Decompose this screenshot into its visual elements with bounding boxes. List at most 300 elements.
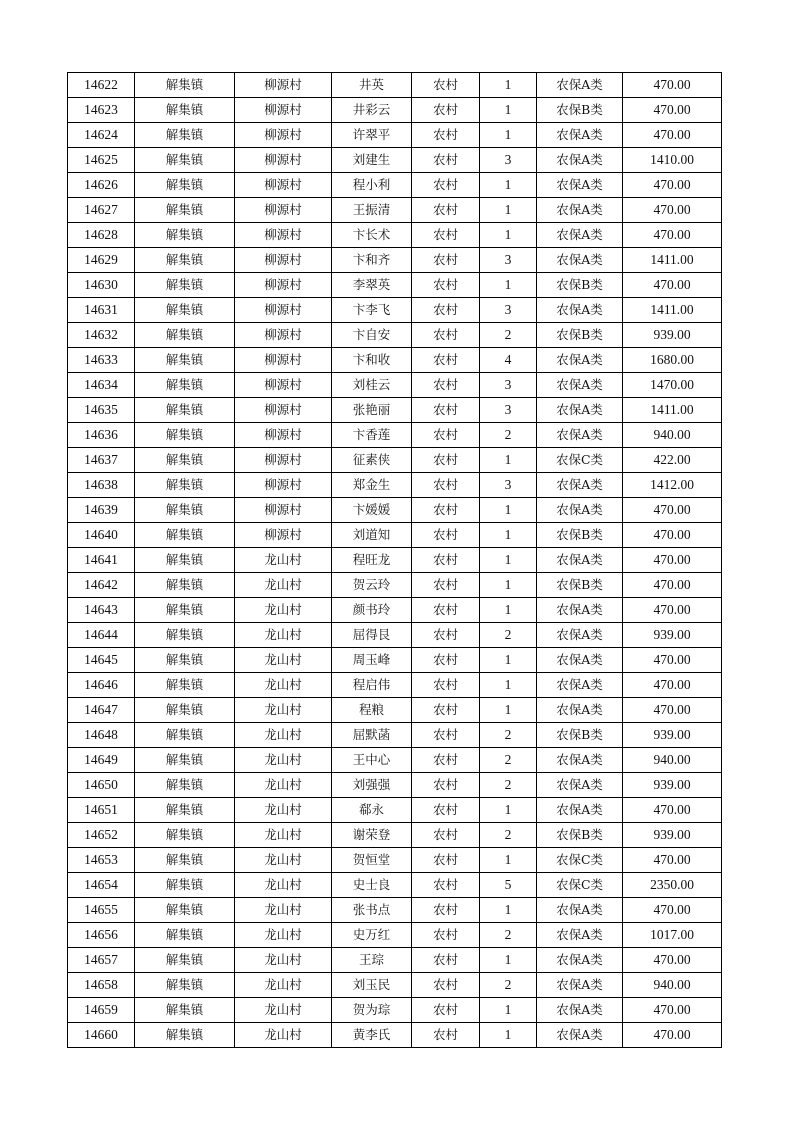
table-body bbox=[68, 73, 722, 1048]
name-cell: 征素侠 bbox=[332, 448, 412, 473]
name-cell: 郗永 bbox=[332, 798, 412, 823]
count-cell: 2 bbox=[480, 748, 537, 773]
name-cell: 周玉峰 bbox=[332, 648, 412, 673]
insurance-class-cell: 农保A类 bbox=[537, 773, 623, 798]
id-cell: 14647 bbox=[68, 698, 135, 723]
id-cell: 14651 bbox=[68, 798, 135, 823]
area-type-cell: 农村 bbox=[412, 73, 480, 98]
name-cell: 卞和收 bbox=[332, 348, 412, 373]
table-row bbox=[68, 873, 722, 898]
town-cell: 解集镇 bbox=[135, 473, 235, 498]
area-type-cell: 农村 bbox=[412, 523, 480, 548]
town-cell: 解集镇 bbox=[135, 273, 235, 298]
count-cell: 2 bbox=[480, 773, 537, 798]
id-cell: 14655 bbox=[68, 898, 135, 923]
town-cell: 解集镇 bbox=[135, 73, 235, 98]
name-cell: 张书点 bbox=[332, 898, 412, 923]
count-cell: 1 bbox=[480, 498, 537, 523]
insurance-class-cell: 农保A类 bbox=[537, 373, 623, 398]
name-cell: 卞香莲 bbox=[332, 423, 412, 448]
area-type-cell: 农村 bbox=[412, 1023, 480, 1048]
area-type-cell: 农村 bbox=[412, 148, 480, 173]
amount-cell: 470.00 bbox=[623, 798, 722, 823]
area-type-cell: 农村 bbox=[412, 273, 480, 298]
name-cell: 程旺龙 bbox=[332, 548, 412, 573]
table-row bbox=[68, 573, 722, 598]
amount-cell: 470.00 bbox=[623, 948, 722, 973]
amount-cell: 470.00 bbox=[623, 1023, 722, 1048]
name-cell: 刘道知 bbox=[332, 523, 412, 548]
table-row bbox=[68, 823, 722, 848]
id-cell: 14634 bbox=[68, 373, 135, 398]
count-cell: 1 bbox=[480, 548, 537, 573]
town-cell: 解集镇 bbox=[135, 1023, 235, 1048]
id-cell: 14629 bbox=[68, 248, 135, 273]
name-cell: 颜书玲 bbox=[332, 598, 412, 623]
id-cell: 14650 bbox=[68, 773, 135, 798]
amount-cell: 1411.00 bbox=[623, 248, 722, 273]
id-cell: 14624 bbox=[68, 123, 135, 148]
amount-cell: 470.00 bbox=[623, 98, 722, 123]
name-cell: 贺为琮 bbox=[332, 998, 412, 1023]
table-row bbox=[68, 198, 722, 223]
name-cell: 张艳丽 bbox=[332, 398, 412, 423]
village-cell: 龙山村 bbox=[235, 548, 332, 573]
insurance-class-cell: 农保A类 bbox=[537, 398, 623, 423]
insurance-class-cell: 农保B类 bbox=[537, 98, 623, 123]
amount-cell: 470.00 bbox=[623, 273, 722, 298]
id-cell: 14642 bbox=[68, 573, 135, 598]
name-cell: 井彩云 bbox=[332, 98, 412, 123]
area-type-cell: 农村 bbox=[412, 673, 480, 698]
id-cell: 14625 bbox=[68, 148, 135, 173]
table-row bbox=[68, 373, 722, 398]
town-cell: 解集镇 bbox=[135, 848, 235, 873]
insurance-class-cell: 农保A类 bbox=[537, 923, 623, 948]
town-cell: 解集镇 bbox=[135, 323, 235, 348]
insurance-class-cell: 农保A类 bbox=[537, 973, 623, 998]
amount-cell: 422.00 bbox=[623, 448, 722, 473]
town-cell: 解集镇 bbox=[135, 523, 235, 548]
area-type-cell: 农村 bbox=[412, 748, 480, 773]
table-row bbox=[68, 898, 722, 923]
id-cell: 14649 bbox=[68, 748, 135, 773]
insurance-class-cell: 农保A类 bbox=[537, 298, 623, 323]
table-row bbox=[68, 673, 722, 698]
amount-cell: 470.00 bbox=[623, 598, 722, 623]
insurance-class-cell: 农保A类 bbox=[537, 598, 623, 623]
name-cell: 史万红 bbox=[332, 923, 412, 948]
id-cell: 14635 bbox=[68, 398, 135, 423]
town-cell: 解集镇 bbox=[135, 548, 235, 573]
town-cell: 解集镇 bbox=[135, 423, 235, 448]
village-cell: 柳源村 bbox=[235, 123, 332, 148]
area-type-cell: 农村 bbox=[412, 648, 480, 673]
count-cell: 1 bbox=[480, 998, 537, 1023]
village-cell: 龙山村 bbox=[235, 1023, 332, 1048]
id-cell: 14628 bbox=[68, 223, 135, 248]
village-cell: 龙山村 bbox=[235, 848, 332, 873]
village-cell: 柳源村 bbox=[235, 148, 332, 173]
count-cell: 1 bbox=[480, 948, 537, 973]
table-row bbox=[68, 923, 722, 948]
area-type-cell: 农村 bbox=[412, 848, 480, 873]
amount-cell: 470.00 bbox=[623, 998, 722, 1023]
table-row bbox=[68, 648, 722, 673]
id-cell: 14636 bbox=[68, 423, 135, 448]
village-cell: 柳源村 bbox=[235, 248, 332, 273]
insurance-class-cell: 农保A类 bbox=[537, 423, 623, 448]
town-cell: 解集镇 bbox=[135, 173, 235, 198]
area-type-cell: 农村 bbox=[412, 773, 480, 798]
insurance-class-cell: 农保A类 bbox=[537, 148, 623, 173]
village-cell: 柳源村 bbox=[235, 423, 332, 448]
name-cell: 刘桂云 bbox=[332, 373, 412, 398]
area-type-cell: 农村 bbox=[412, 173, 480, 198]
village-cell: 柳源村 bbox=[235, 448, 332, 473]
village-cell: 柳源村 bbox=[235, 73, 332, 98]
name-cell: 刘建生 bbox=[332, 148, 412, 173]
town-cell: 解集镇 bbox=[135, 823, 235, 848]
table-row bbox=[68, 398, 722, 423]
table-row bbox=[68, 498, 722, 523]
area-type-cell: 农村 bbox=[412, 598, 480, 623]
amount-cell: 940.00 bbox=[623, 973, 722, 998]
insurance-class-cell: 农保B类 bbox=[537, 723, 623, 748]
village-cell: 柳源村 bbox=[235, 373, 332, 398]
amount-cell: 1680.00 bbox=[623, 348, 722, 373]
area-type-cell: 农村 bbox=[412, 248, 480, 273]
area-type-cell: 农村 bbox=[412, 223, 480, 248]
table-row bbox=[68, 998, 722, 1023]
insurance-class-cell: 农保B类 bbox=[537, 323, 623, 348]
count-cell: 1 bbox=[480, 173, 537, 198]
insurance-class-cell: 农保A类 bbox=[537, 998, 623, 1023]
name-cell: 屈默菡 bbox=[332, 723, 412, 748]
insurance-class-cell: 农保A类 bbox=[537, 348, 623, 373]
amount-cell: 1017.00 bbox=[623, 923, 722, 948]
town-cell: 解集镇 bbox=[135, 373, 235, 398]
table-row bbox=[68, 73, 722, 98]
count-cell: 1 bbox=[480, 673, 537, 698]
town-cell: 解集镇 bbox=[135, 298, 235, 323]
area-type-cell: 农村 bbox=[412, 373, 480, 398]
name-cell: 黄李氏 bbox=[332, 1023, 412, 1048]
count-cell: 2 bbox=[480, 823, 537, 848]
name-cell: 程小利 bbox=[332, 173, 412, 198]
amount-cell: 1410.00 bbox=[623, 148, 722, 173]
table-row bbox=[68, 348, 722, 373]
amount-cell: 470.00 bbox=[623, 848, 722, 873]
id-cell: 14656 bbox=[68, 923, 135, 948]
amount-cell: 1412.00 bbox=[623, 473, 722, 498]
town-cell: 解集镇 bbox=[135, 198, 235, 223]
village-cell: 柳源村 bbox=[235, 498, 332, 523]
area-type-cell: 农村 bbox=[412, 348, 480, 373]
id-cell: 14637 bbox=[68, 448, 135, 473]
amount-cell: 2350.00 bbox=[623, 873, 722, 898]
village-cell: 龙山村 bbox=[235, 948, 332, 973]
insurance-class-cell: 农保A类 bbox=[537, 698, 623, 723]
id-cell: 14640 bbox=[68, 523, 135, 548]
area-type-cell: 农村 bbox=[412, 398, 480, 423]
count-cell: 1 bbox=[480, 698, 537, 723]
town-cell: 解集镇 bbox=[135, 573, 235, 598]
amount-cell: 939.00 bbox=[623, 723, 722, 748]
name-cell: 井英 bbox=[332, 73, 412, 98]
table-row bbox=[68, 948, 722, 973]
village-cell: 柳源村 bbox=[235, 273, 332, 298]
area-type-cell: 农村 bbox=[412, 948, 480, 973]
area-type-cell: 农村 bbox=[412, 498, 480, 523]
name-cell: 许翠平 bbox=[332, 123, 412, 148]
id-cell: 14659 bbox=[68, 998, 135, 1023]
name-cell: 程粮 bbox=[332, 698, 412, 723]
table-row bbox=[68, 223, 722, 248]
insurance-class-cell: 农保A类 bbox=[537, 798, 623, 823]
table-row bbox=[68, 523, 722, 548]
count-cell: 1 bbox=[480, 598, 537, 623]
amount-cell: 939.00 bbox=[623, 823, 722, 848]
insurance-class-cell: 农保C类 bbox=[537, 448, 623, 473]
town-cell: 解集镇 bbox=[135, 923, 235, 948]
name-cell: 李翠英 bbox=[332, 273, 412, 298]
count-cell: 3 bbox=[480, 473, 537, 498]
table-row bbox=[68, 173, 722, 198]
name-cell: 刘强强 bbox=[332, 773, 412, 798]
amount-cell: 470.00 bbox=[623, 548, 722, 573]
insurance-class-cell: 农保A类 bbox=[537, 223, 623, 248]
table-row bbox=[68, 448, 722, 473]
insurance-class-cell: 农保A类 bbox=[537, 473, 623, 498]
name-cell: 谢荣登 bbox=[332, 823, 412, 848]
table-row bbox=[68, 423, 722, 448]
amount-cell: 470.00 bbox=[623, 173, 722, 198]
table-row bbox=[68, 748, 722, 773]
insurance-class-cell: 农保A类 bbox=[537, 648, 623, 673]
name-cell: 刘玉民 bbox=[332, 973, 412, 998]
id-cell: 14658 bbox=[68, 973, 135, 998]
village-cell: 龙山村 bbox=[235, 823, 332, 848]
village-cell: 龙山村 bbox=[235, 648, 332, 673]
id-cell: 14648 bbox=[68, 723, 135, 748]
town-cell: 解集镇 bbox=[135, 673, 235, 698]
village-cell: 龙山村 bbox=[235, 748, 332, 773]
area-type-cell: 农村 bbox=[412, 448, 480, 473]
name-cell: 卞李飞 bbox=[332, 298, 412, 323]
village-cell: 柳源村 bbox=[235, 323, 332, 348]
id-cell: 14641 bbox=[68, 548, 135, 573]
count-cell: 1 bbox=[480, 1023, 537, 1048]
town-cell: 解集镇 bbox=[135, 248, 235, 273]
count-cell: 4 bbox=[480, 348, 537, 373]
insurance-class-cell: 农保C类 bbox=[537, 873, 623, 898]
village-cell: 龙山村 bbox=[235, 673, 332, 698]
town-cell: 解集镇 bbox=[135, 498, 235, 523]
table-row bbox=[68, 773, 722, 798]
area-type-cell: 农村 bbox=[412, 873, 480, 898]
table-row bbox=[68, 1023, 722, 1048]
town-cell: 解集镇 bbox=[135, 398, 235, 423]
name-cell: 贺恒堂 bbox=[332, 848, 412, 873]
count-cell: 1 bbox=[480, 73, 537, 98]
amount-cell: 470.00 bbox=[623, 898, 722, 923]
name-cell: 王振清 bbox=[332, 198, 412, 223]
table-row bbox=[68, 848, 722, 873]
area-type-cell: 农村 bbox=[412, 323, 480, 348]
count-cell: 1 bbox=[480, 123, 537, 148]
table-row bbox=[68, 323, 722, 348]
town-cell: 解集镇 bbox=[135, 98, 235, 123]
town-cell: 解集镇 bbox=[135, 648, 235, 673]
table-row bbox=[68, 548, 722, 573]
count-cell: 1 bbox=[480, 848, 537, 873]
count-cell: 2 bbox=[480, 923, 537, 948]
village-cell: 柳源村 bbox=[235, 298, 332, 323]
amount-cell: 470.00 bbox=[623, 73, 722, 98]
count-cell: 2 bbox=[480, 323, 537, 348]
count-cell: 2 bbox=[480, 623, 537, 648]
amount-cell: 470.00 bbox=[623, 573, 722, 598]
amount-cell: 470.00 bbox=[623, 523, 722, 548]
town-cell: 解集镇 bbox=[135, 973, 235, 998]
village-cell: 龙山村 bbox=[235, 723, 332, 748]
id-cell: 14622 bbox=[68, 73, 135, 98]
village-cell: 柳源村 bbox=[235, 223, 332, 248]
amount-cell: 939.00 bbox=[623, 773, 722, 798]
amount-cell: 939.00 bbox=[623, 623, 722, 648]
count-cell: 1 bbox=[480, 898, 537, 923]
insurance-class-cell: 农保A类 bbox=[537, 1023, 623, 1048]
insurance-class-cell: 农保B类 bbox=[537, 823, 623, 848]
area-type-cell: 农村 bbox=[412, 123, 480, 148]
insurance-class-cell: 农保B类 bbox=[537, 523, 623, 548]
area-type-cell: 农村 bbox=[412, 548, 480, 573]
table-row bbox=[68, 598, 722, 623]
amount-cell: 939.00 bbox=[623, 323, 722, 348]
town-cell: 解集镇 bbox=[135, 698, 235, 723]
insurance-class-cell: 农保A类 bbox=[537, 548, 623, 573]
name-cell: 贺云玲 bbox=[332, 573, 412, 598]
name-cell: 程启伟 bbox=[332, 673, 412, 698]
table-row bbox=[68, 623, 722, 648]
insurance-class-cell: 农保A类 bbox=[537, 123, 623, 148]
count-cell: 1 bbox=[480, 198, 537, 223]
village-cell: 龙山村 bbox=[235, 773, 332, 798]
area-type-cell: 农村 bbox=[412, 973, 480, 998]
id-cell: 14654 bbox=[68, 873, 135, 898]
village-cell: 龙山村 bbox=[235, 698, 332, 723]
area-type-cell: 农村 bbox=[412, 198, 480, 223]
name-cell: 卞和齐 bbox=[332, 248, 412, 273]
count-cell: 5 bbox=[480, 873, 537, 898]
insurance-class-cell: 农保A类 bbox=[537, 248, 623, 273]
name-cell: 卞自安 bbox=[332, 323, 412, 348]
table-row bbox=[68, 473, 722, 498]
id-cell: 14645 bbox=[68, 648, 135, 673]
id-cell: 14657 bbox=[68, 948, 135, 973]
count-cell: 3 bbox=[480, 248, 537, 273]
village-cell: 龙山村 bbox=[235, 923, 332, 948]
village-cell: 柳源村 bbox=[235, 398, 332, 423]
town-cell: 解集镇 bbox=[135, 898, 235, 923]
id-cell: 14652 bbox=[68, 823, 135, 848]
name-cell: 史士良 bbox=[332, 873, 412, 898]
amount-cell: 1411.00 bbox=[623, 298, 722, 323]
amount-cell: 1411.00 bbox=[623, 398, 722, 423]
town-cell: 解集镇 bbox=[135, 448, 235, 473]
name-cell: 王中心 bbox=[332, 748, 412, 773]
table-row bbox=[68, 98, 722, 123]
amount-cell: 470.00 bbox=[623, 698, 722, 723]
table-row bbox=[68, 298, 722, 323]
name-cell: 屈得艮 bbox=[332, 623, 412, 648]
id-cell: 14646 bbox=[68, 673, 135, 698]
village-cell: 龙山村 bbox=[235, 598, 332, 623]
area-type-cell: 农村 bbox=[412, 698, 480, 723]
area-type-cell: 农村 bbox=[412, 98, 480, 123]
village-cell: 龙山村 bbox=[235, 873, 332, 898]
village-cell: 柳源村 bbox=[235, 173, 332, 198]
amount-cell: 470.00 bbox=[623, 223, 722, 248]
area-type-cell: 农村 bbox=[412, 423, 480, 448]
table-row bbox=[68, 148, 722, 173]
amount-cell: 470.00 bbox=[623, 498, 722, 523]
records-table bbox=[67, 72, 722, 1048]
town-cell: 解集镇 bbox=[135, 948, 235, 973]
area-type-cell: 农村 bbox=[412, 823, 480, 848]
village-cell: 柳源村 bbox=[235, 98, 332, 123]
amount-cell: 940.00 bbox=[623, 423, 722, 448]
area-type-cell: 农村 bbox=[412, 723, 480, 748]
count-cell: 3 bbox=[480, 148, 537, 173]
table-row bbox=[68, 798, 722, 823]
area-type-cell: 农村 bbox=[412, 298, 480, 323]
town-cell: 解集镇 bbox=[135, 623, 235, 648]
village-cell: 柳源村 bbox=[235, 473, 332, 498]
area-type-cell: 农村 bbox=[412, 573, 480, 598]
village-cell: 柳源村 bbox=[235, 348, 332, 373]
table-row bbox=[68, 973, 722, 998]
insurance-class-cell: 农保A类 bbox=[537, 73, 623, 98]
id-cell: 14627 bbox=[68, 198, 135, 223]
id-cell: 14626 bbox=[68, 173, 135, 198]
insurance-class-cell: 农保A类 bbox=[537, 623, 623, 648]
town-cell: 解集镇 bbox=[135, 348, 235, 373]
id-cell: 14638 bbox=[68, 473, 135, 498]
table-row bbox=[68, 273, 722, 298]
village-cell: 柳源村 bbox=[235, 198, 332, 223]
village-cell: 柳源村 bbox=[235, 523, 332, 548]
insurance-class-cell: 农保A类 bbox=[537, 748, 623, 773]
amount-cell: 470.00 bbox=[623, 673, 722, 698]
town-cell: 解集镇 bbox=[135, 598, 235, 623]
table-row bbox=[68, 698, 722, 723]
id-cell: 14644 bbox=[68, 623, 135, 648]
count-cell: 2 bbox=[480, 723, 537, 748]
insurance-class-cell: 农保A类 bbox=[537, 898, 623, 923]
village-cell: 龙山村 bbox=[235, 973, 332, 998]
table-row bbox=[68, 248, 722, 273]
insurance-class-cell: 农保A类 bbox=[537, 198, 623, 223]
amount-cell: 1470.00 bbox=[623, 373, 722, 398]
id-cell: 14633 bbox=[68, 348, 135, 373]
insurance-class-cell: 农保A类 bbox=[537, 948, 623, 973]
table-row bbox=[68, 723, 722, 748]
table-row bbox=[68, 123, 722, 148]
amount-cell: 470.00 bbox=[623, 198, 722, 223]
count-cell: 3 bbox=[480, 373, 537, 398]
